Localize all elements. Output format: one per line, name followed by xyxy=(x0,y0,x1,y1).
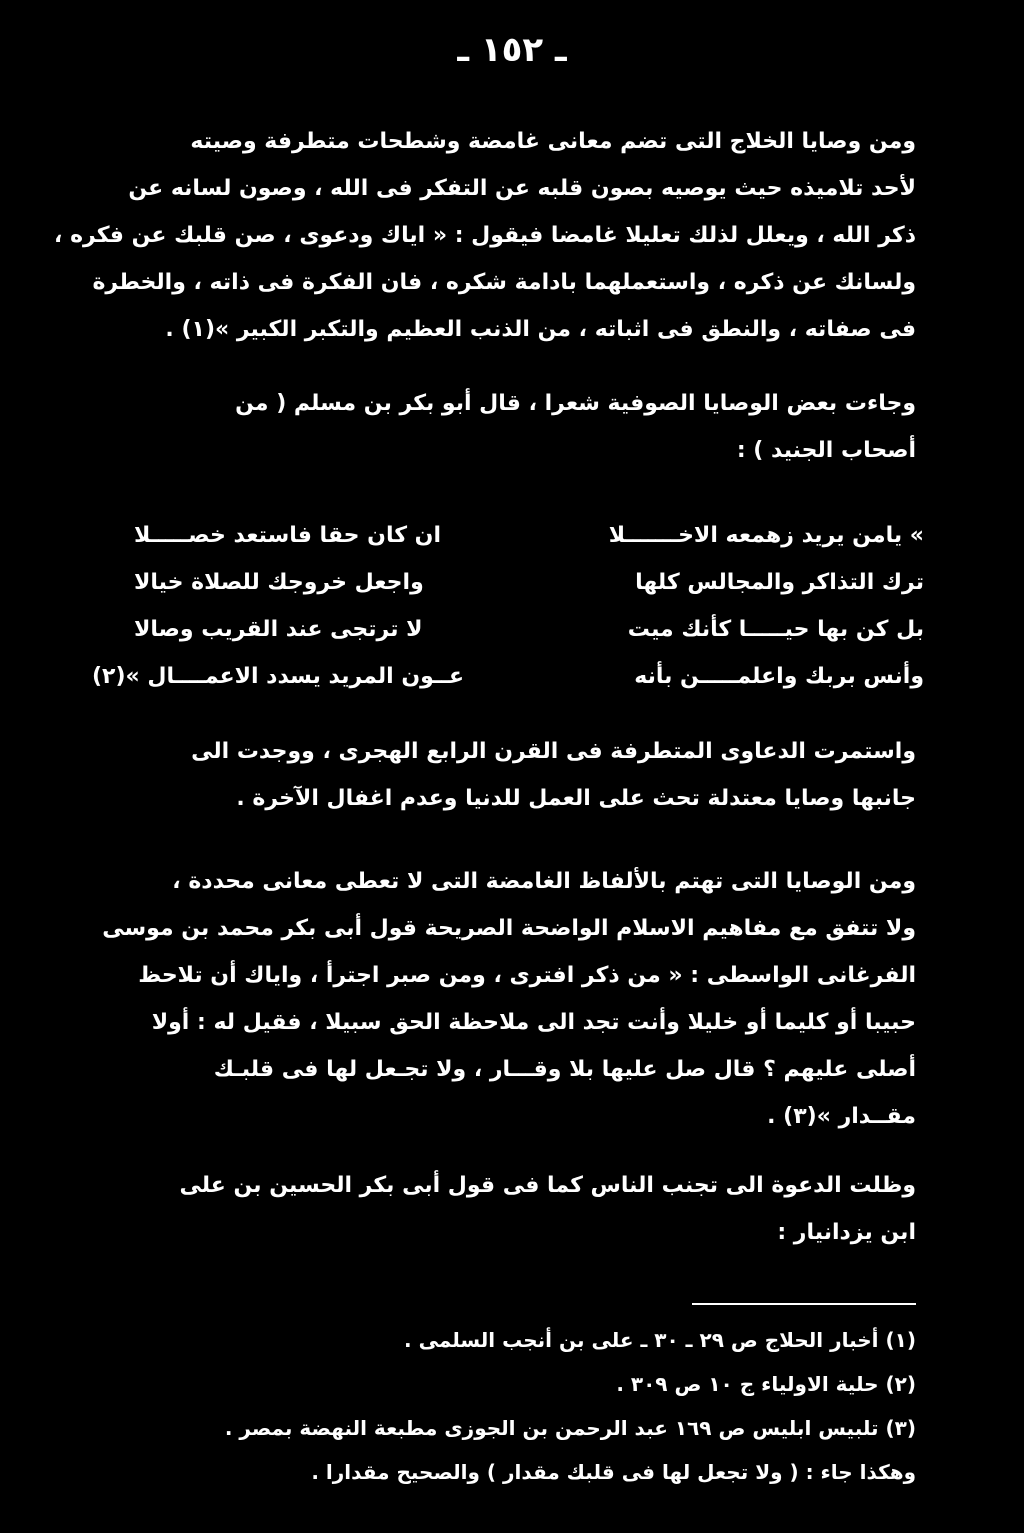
text-line: ومن وصايا الخلاج التى تضم معانى غامضة وشطحات متطرفة وصيته xyxy=(190,129,916,154)
text-line: وظلت الدعوة الى تجنب الناس كما فى قول أبى بكر الحسين بن على xyxy=(179,1173,916,1198)
verse-first-hemistich: » يامن يريد زهمعه الاخـــــــلا xyxy=(608,523,924,548)
text-line: وجاءت بعض الوصايا الصوفية شعرا ، قال أبو بكر بن مسلم ( من xyxy=(235,391,916,416)
verse-first-hemistich: وأنس بربك واعلمـــــن بأنه xyxy=(634,664,924,689)
footnote: وهكذا جاء : ( ولا تجعل لها فى قلبك مقدار ) والصحيح مقدارا . xyxy=(311,1460,916,1484)
text-line: حبيبا أو كليما أو خليلا وأنت تجد الى ملاحظة الحق سبيلا ، فقيل له : أولا xyxy=(151,1010,916,1035)
text-line: ولا تتفق مع مفاهيم الاسلام الواضحة الصريحة قول أبى بكر محمد بن موسى xyxy=(102,916,916,941)
verse-second-hemistich: لا ترتجى عند القريب وصالا xyxy=(134,617,423,642)
text-line: لأحد تلاميذه حيث يوصيه بصون قلبه عن التفكر فى الله ، وصون لسانه عن xyxy=(128,176,916,201)
footnote-separator xyxy=(692,1303,916,1305)
paragraph-fourth-century xyxy=(104,728,916,822)
verse-first-hemistich: بل كن بها حيـــــا كأنك ميت xyxy=(627,617,924,642)
verse-second-hemistich: واجعل خروجك للصلاة خيالا xyxy=(134,570,424,595)
poem-verse xyxy=(91,653,924,700)
text-line: ذكر الله ، ويعلل لذلك تعليلا غامضا فيقول : « اياك ودعوى ، صن قلبك عن فكره ، xyxy=(54,223,916,248)
text-line: ولسانك عن ذكره ، واستعملهما بادامة شكره ، فان الفكرة فى ذاته ، والخطرة xyxy=(92,270,916,295)
verse-second-hemistich: ان كان حقا فاستعد خصـــــلا xyxy=(134,523,441,548)
paragraph-avoiding-people xyxy=(104,1162,916,1256)
footnote: (٣) تلبيس ابليس ص ١٦٩ عبد الرحمن بن الجوزى مطبعة النهضة بمصر . xyxy=(224,1416,916,1440)
footnotes xyxy=(116,1318,916,1494)
paragraph-poetry-intro xyxy=(104,380,916,474)
text-line: أصحاب الجنيد ) : xyxy=(736,438,916,463)
text-line: مقــدار »(٣) . xyxy=(767,1104,916,1129)
paragraph-ambiguous-advice xyxy=(104,858,916,1140)
text-line: أصلى عليهم ؟ قال صل عليها بلا وقـــار ، ولا تجـعل لها فى قلبـك xyxy=(213,1057,916,1082)
text-line: فى صفاته ، والنطق فى اثباته ، من الذنب العظيم والتكبر الكبير »(١) . xyxy=(165,317,916,342)
footnote: (٢) حلية الاولياء ج ١٠ ص ٣٠٩ . xyxy=(616,1372,916,1396)
text-line: ابن يزدانيار : xyxy=(777,1220,916,1245)
verse-first-hemistich: ترك التذاكر والمجالس كلها xyxy=(635,570,924,595)
verse-second-hemistich: عــون المريد يسدد الاعمــــال »(٢) xyxy=(91,664,464,689)
footnote: (١) أخبار الحلاج ص ٢٩ ـ ٣٠ ـ على بن أنجب السلمى . xyxy=(404,1328,916,1352)
text-line: واستمرت الدعاوى المتطرفة فى القرن الرابع الهجرى ، ووجدت الى xyxy=(191,739,916,764)
text-line: الفرغانى الواسطى : « من ذكر افترى ، ومن صبر اجترأ ، واياك أن تلاحظ xyxy=(138,963,916,988)
paragraph-hallaj-advice xyxy=(54,118,916,353)
text-line: جانبها وصايا معتدلة تحث على العمل للدنيا وعدم اغفال الآخرة . xyxy=(236,786,916,811)
poem xyxy=(91,512,924,700)
poem-verse xyxy=(104,606,924,653)
page-number: ـ ١٥٢ ـ xyxy=(457,30,567,70)
poem-verse xyxy=(104,512,924,559)
text-line: ومن الوصايا التى تهتم بالألفاظ الغامضة التى لا تعطى معانى محددة ، xyxy=(172,869,916,894)
poem-verse xyxy=(104,559,924,606)
